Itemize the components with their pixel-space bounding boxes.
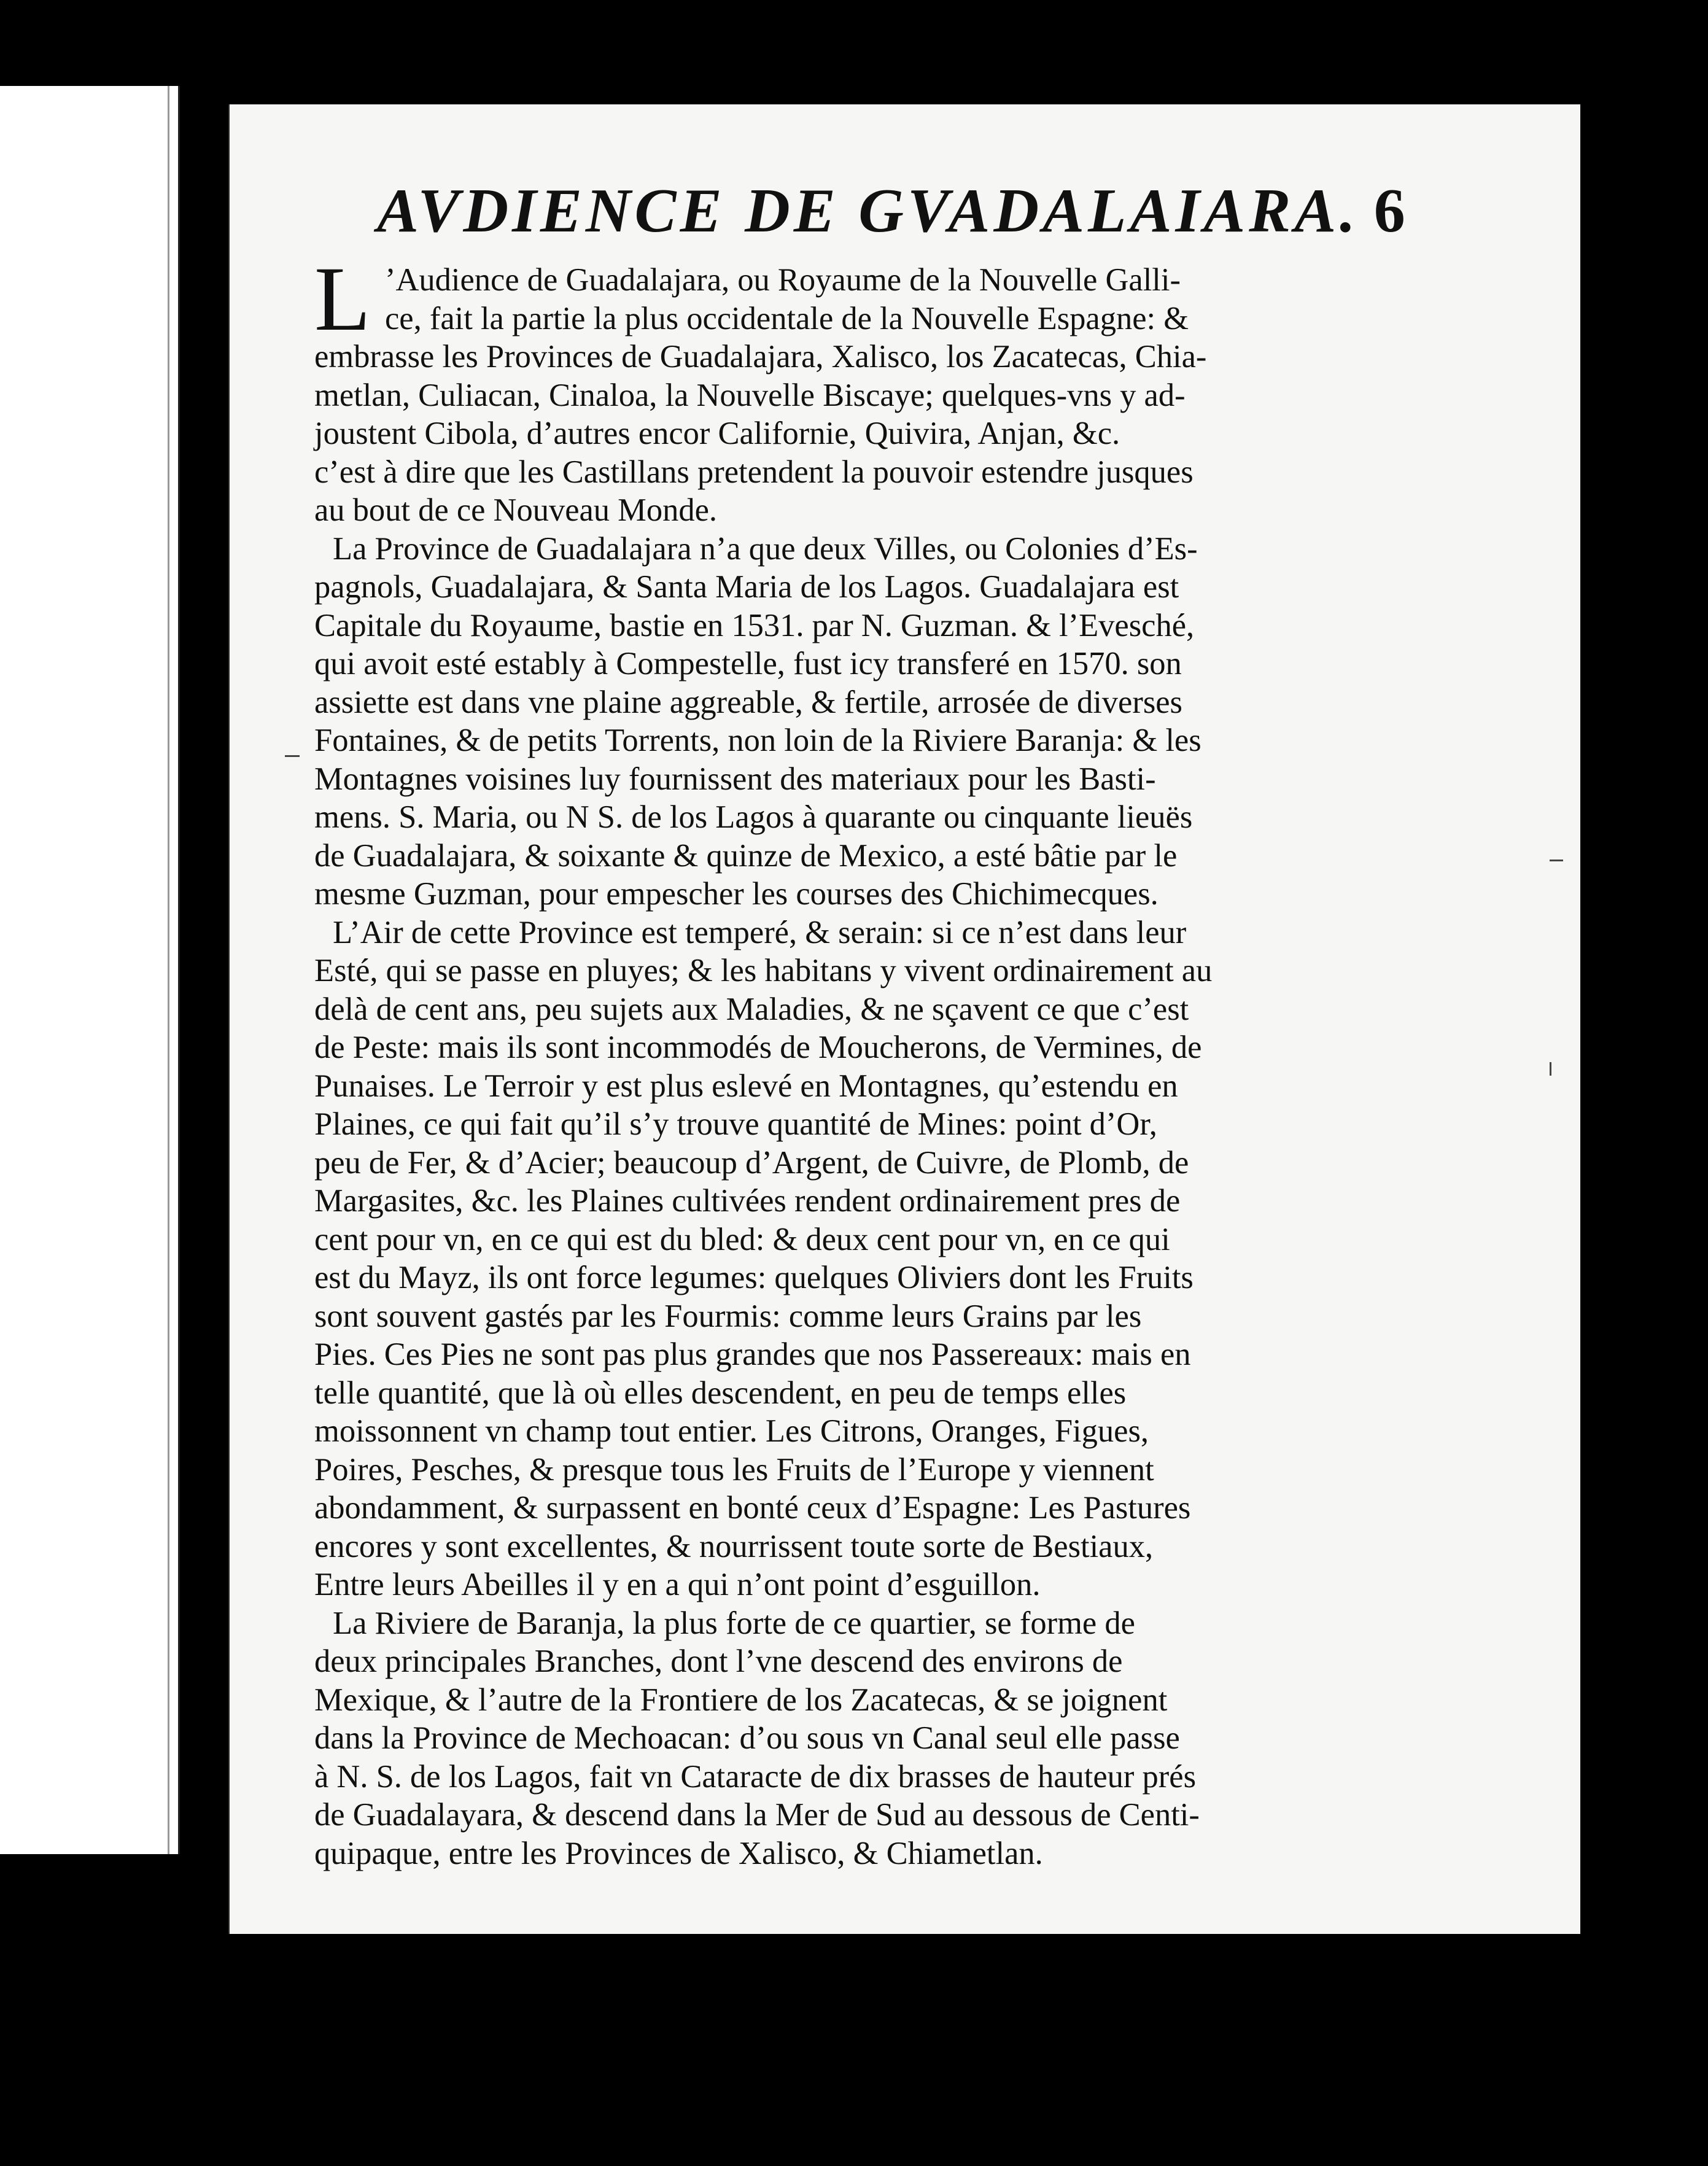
text-line: qui avoit esté estably à Compestelle, fust icy transferé en 1570. son xyxy=(314,646,1182,681)
text-line: quipaque, entre les Provinces de Xalisco, & Chiametlan. xyxy=(314,1835,1043,1871)
text-line: Capitale du Royaume, bastie en 1531. par N. Guzman. & l’Evesché, xyxy=(314,607,1195,643)
text-line: Poires, Pesches, & presque tous les Fruits de l’Europe y viennent xyxy=(314,1451,1154,1488)
text-line: Plaines, ce qui fait qu’il s’y trouve quantité de Mines: point d’Or, xyxy=(314,1106,1157,1142)
text-line: cent pour vn, en ce qui est du bled: & deux cent pour vn, en ce qui xyxy=(314,1221,1170,1257)
text-line: moissonnent vn champ tout entier. Les Citrons, Oranges, Figues, xyxy=(314,1413,1149,1449)
text-line: mens. S. Maria, ou N S. de los Lagos à quarante ou cinquante lieuës xyxy=(314,799,1193,835)
text-line: Montagnes voisines luy fournissent des materiaux pour les Basti- xyxy=(314,761,1156,797)
body-text xyxy=(314,248,1536,1873)
paragraph-3 xyxy=(314,914,1536,1604)
margin-mark xyxy=(1550,860,1563,861)
page-header xyxy=(377,175,1556,247)
text-line: dans la Province de Mechoacan: d’ou sous vn Canal seul elle passe xyxy=(314,1720,1180,1756)
text-line: Pies. Ces Pies ne sont pas plus grandes que nos Passereaux: mais en xyxy=(314,1337,1191,1372)
text-line: à N. S. de los Lagos, fait vn Cataracte de dix brasses de hauteur prés xyxy=(314,1758,1197,1795)
text-line: La Province de Guadalajara n’a que deux Villes, ou Colonies d’Es- xyxy=(333,530,1198,567)
paragraph-4 xyxy=(314,1604,1536,1873)
page-title: AVDIENCE DE GVADALAIARA. xyxy=(377,176,1359,246)
text-line: delà de cent ans, peu sujets aux Maladies, & ne sçavent ce que c’est xyxy=(314,991,1189,1027)
text-line: peu de Fer, & d’Acier; beaucoup d’Argent, de Cuivre, de Plomb, de xyxy=(314,1144,1189,1181)
book-gutter xyxy=(180,55,229,1903)
margin-mark xyxy=(1550,1062,1551,1076)
text-line: encores y sont excellentes, & nourrissent toute sorte de Bestiaux, xyxy=(314,1528,1154,1564)
text-line: au bout de ce Nouveau Monde. xyxy=(314,492,718,528)
text-line: metlan, Culiacan, Cinaloa, la Nouvelle Biscaye; quelques-vns y ad- xyxy=(314,377,1186,413)
margin-mark xyxy=(285,755,300,757)
text-line: embrasse les Provinces de Guadalajara, Xalisco, los Zacatecas, Chia- xyxy=(314,339,1207,375)
text-line: ce, fait la partie la plus occidentale de la Nouvelle Espagne: & xyxy=(385,300,1189,336)
text-line: abondamment, & surpassent en bonté ceux d’Espagne: Les Pastures xyxy=(314,1490,1191,1526)
drop-cap: L xyxy=(314,248,371,350)
text-line: Mexique, & l’autre de la Frontiere de los Zacatecas, & se joignent xyxy=(314,1682,1168,1718)
facing-page xyxy=(0,86,180,1854)
text-line: L’Air de cette Province est temperé, & serain: si ce n’est dans leur xyxy=(333,914,1187,950)
text-line: Entre leurs Abeilles il y en a qui n’ont point d’esguillon. xyxy=(314,1567,1041,1602)
text-line: Punaises. Le Terroir y est plus eslevé en Montagnes, qu’estendu en xyxy=(314,1068,1178,1104)
text-line: de Guadalayara, & descend dans la Mer de Sud au dessous de Centi- xyxy=(314,1797,1200,1833)
paragraph-1 xyxy=(314,248,1536,350)
text-line: ’Audience de Guadalajara, ou Royaume de la Nouvelle Galli- xyxy=(385,262,1181,298)
text-line: c’est à dire que les Castillans pretendent la pouvoir estendre jusques xyxy=(314,454,1194,490)
text-line: de Peste: mais ils sont incommodés de Moucherons, de Vermines, de xyxy=(314,1030,1202,1065)
text-line: deux principales Branches, dont l’vne descend des environs de xyxy=(314,1644,1123,1679)
text-line: sont souvent gastés par les Fourmis: comme leurs Grains par les xyxy=(314,1298,1142,1334)
book-page xyxy=(228,104,1580,1934)
text-line: La Riviere de Baranja, la plus forte de ce quartier, se forme de xyxy=(333,1605,1135,1641)
text-line: mesme Guzman, pour empescher les courses des Chichimecques. xyxy=(314,876,1159,912)
paragraph-2 xyxy=(314,530,1536,914)
page-number: 6 xyxy=(1373,176,1409,246)
text-line: Margasites, &c. les Plaines cultivées rendent ordinairement pres de xyxy=(314,1183,1181,1219)
text-line: est du Mayz, ils ont force legumes: quelques Oliviers dont les Fruits xyxy=(314,1260,1194,1295)
text-line: pagnols, Guadalajara, & Santa Maria de los Lagos. Guadalajara est xyxy=(314,569,1179,605)
text-line: joustent Cibola, d’autres encor Californie, Quivira, Anjan, &c. xyxy=(314,416,1120,451)
text-line: Esté, qui se passe en pluyes; & les habitans y vivent ordinairement au xyxy=(314,953,1213,988)
text-line: telle quantité, que là où elles descendent, en peu de temps elles xyxy=(314,1375,1127,1411)
text-line: Fontaines, & de petits Torrents, non loin de la Riviere Baranja: & les xyxy=(314,723,1201,758)
text-line: assiette est dans vne plaine aggreable, & fertile, arrosée de diverses xyxy=(314,684,1182,720)
text-line: de Guadalajara, & soixante & quinze de Mexico, a esté bâtie par le xyxy=(314,837,1178,874)
